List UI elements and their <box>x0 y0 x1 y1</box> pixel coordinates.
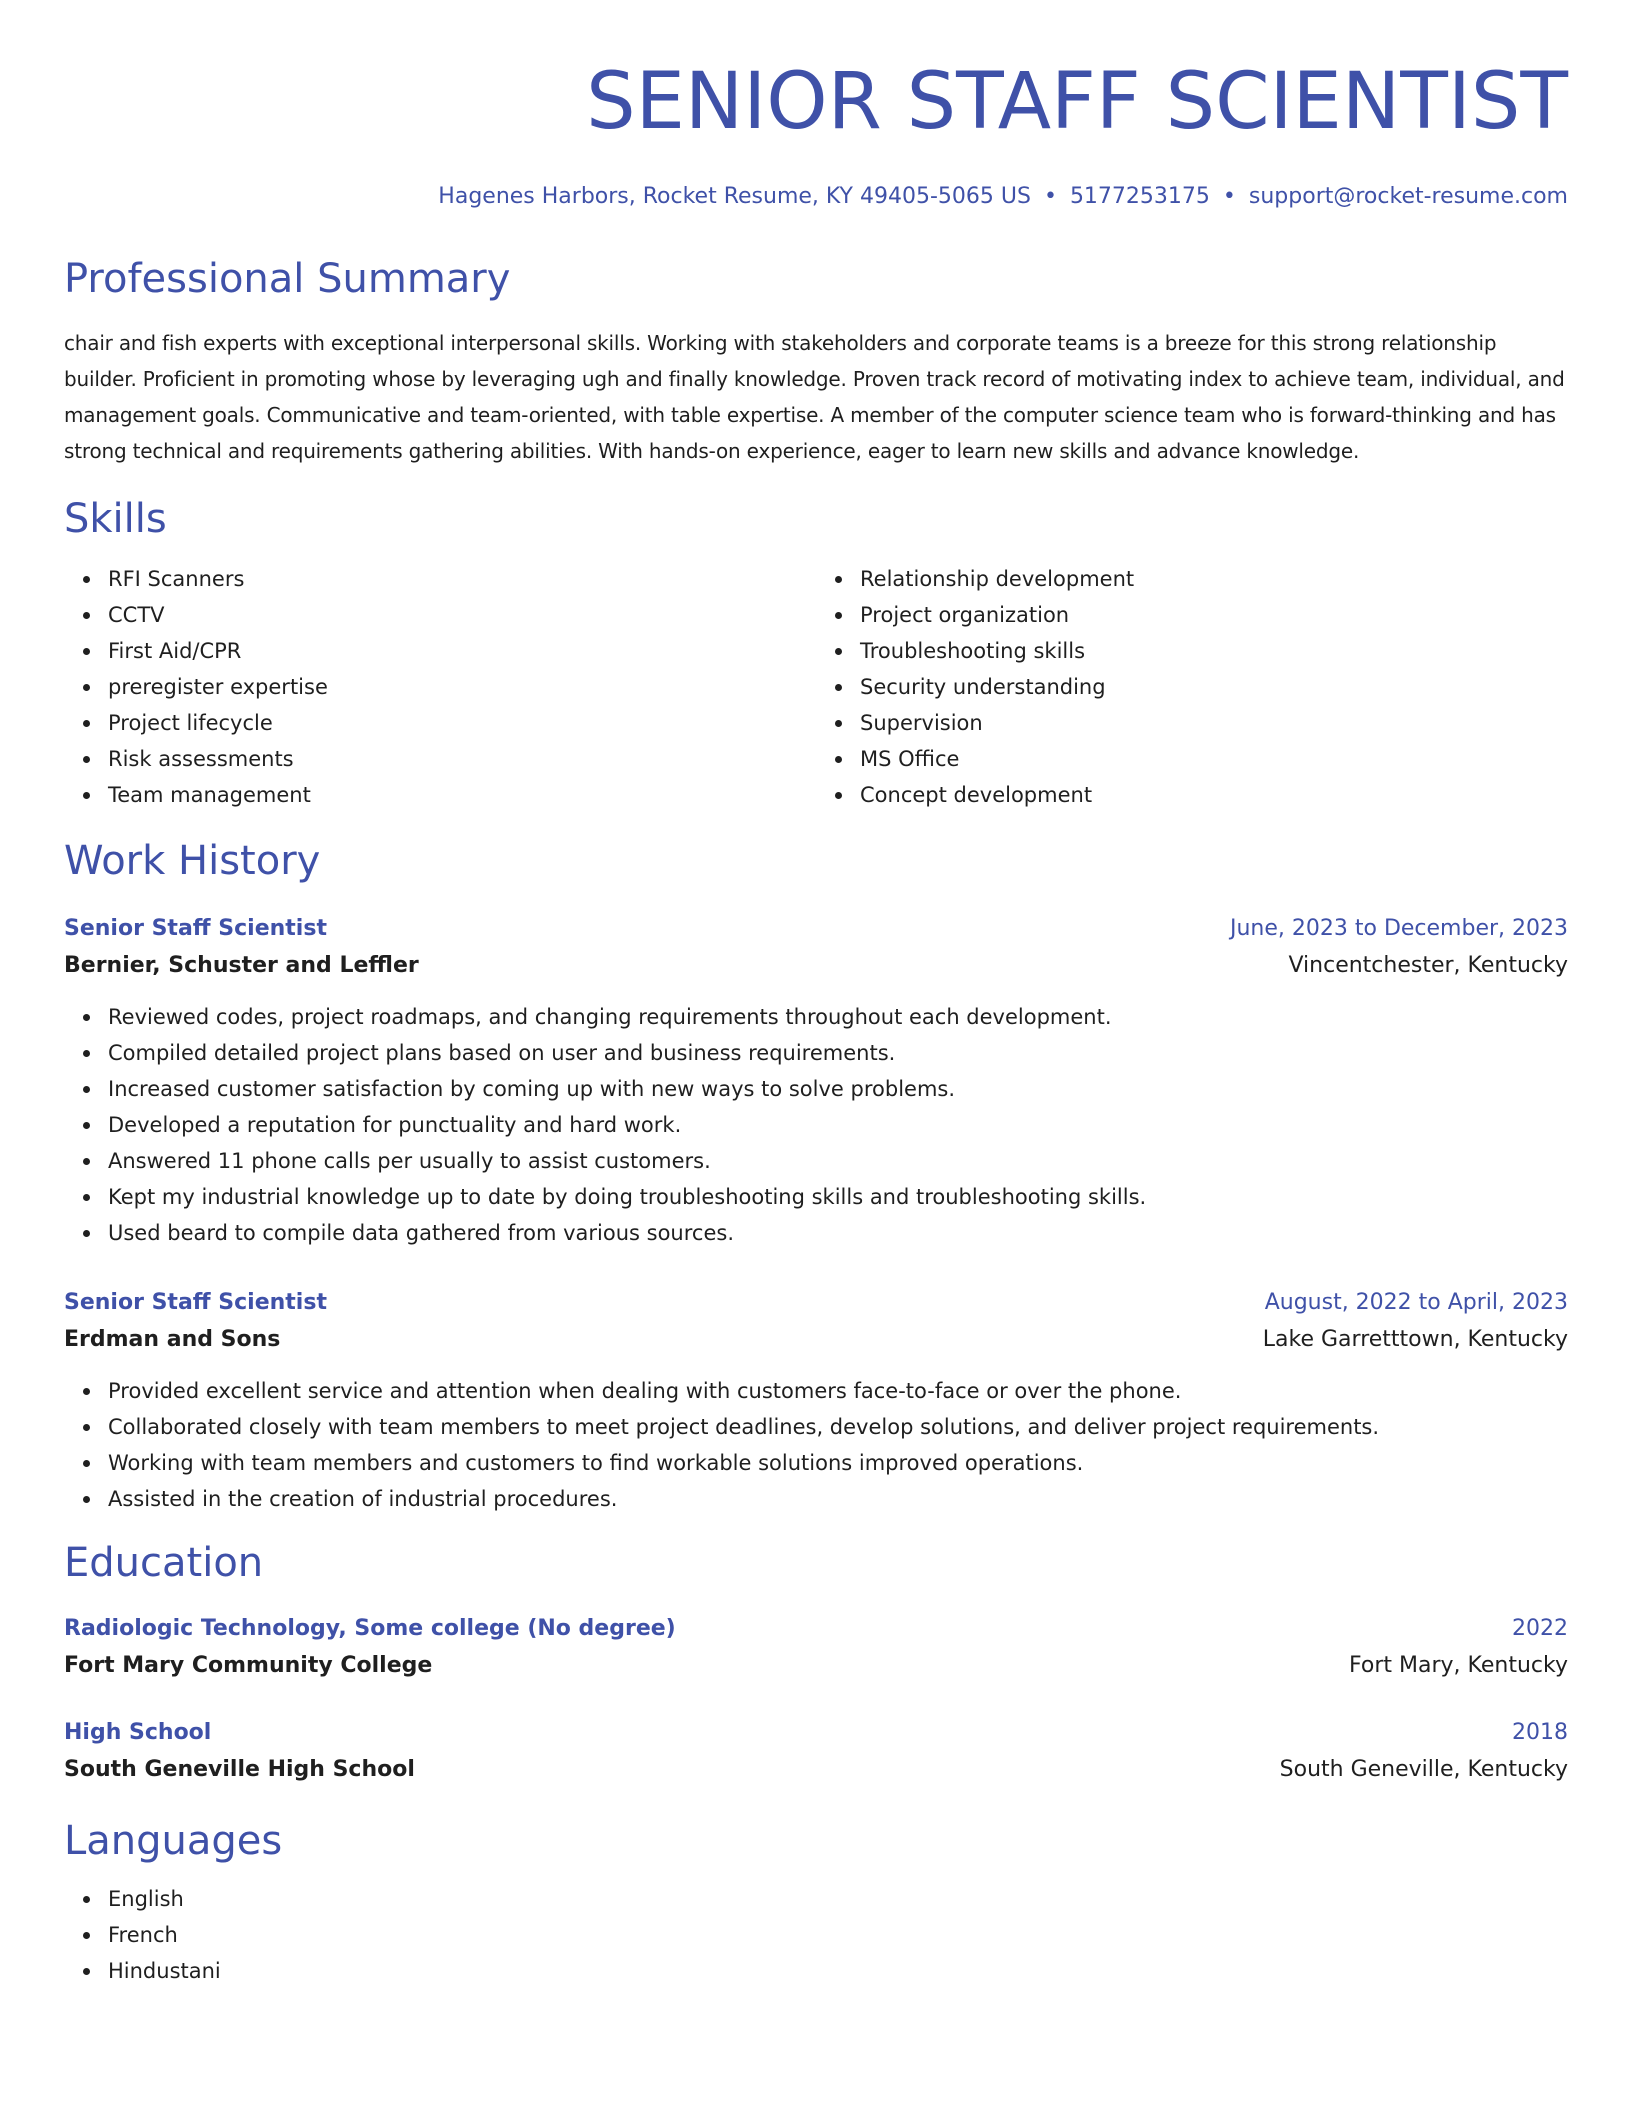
skill-item: Project organization <box>860 597 1568 633</box>
job-bullet: Compiled detailed project plans based on user and business requirements. <box>108 1035 1568 1071</box>
skill-item: Troubleshooting skills <box>860 633 1568 669</box>
education-heading: Education <box>64 1540 264 1586</box>
job-company: Erdman and Sons <box>64 1327 281 1352</box>
contact-separator: • <box>1043 184 1057 209</box>
skill-item: First Aid/CPR <box>108 633 816 669</box>
education-entry <box>64 1611 1568 1685</box>
job-company-row <box>64 1321 1568 1359</box>
work-history-heading: Work History <box>64 838 321 884</box>
education-degree: High School <box>64 1720 212 1745</box>
skill-item: Team management <box>108 777 816 813</box>
contact-separator: • <box>1222 184 1236 209</box>
job-bullets <box>64 999 1568 1251</box>
summary-heading: Professional Summary <box>64 256 511 302</box>
contact-phone: 5177253175 <box>1069 184 1210 209</box>
skills-list <box>64 561 1568 813</box>
skill-item: preregister expertise <box>108 669 816 705</box>
skill-item: CCTV <box>108 597 816 633</box>
job-bullet: Used beard to compile data gathered from various sources. <box>108 1215 1568 1251</box>
contact-address: Hagenes Harbors, Rocket Resume, KY 49405-5065 US <box>438 184 1031 209</box>
skills-column-right <box>816 561 1568 813</box>
education-year: 2022 <box>1512 1616 1568 1641</box>
skill-item: Supervision <box>860 705 1568 741</box>
skill-item: Concept development <box>860 777 1568 813</box>
job-bullet: Collaborated closely with team members to meet project deadlines, develop solutions, and deliver project requirements. <box>108 1409 1568 1445</box>
skill-item: Relationship development <box>860 561 1568 597</box>
languages-list <box>64 1881 1568 1989</box>
job-location: Lake Garretttown, Kentucky <box>1262 1327 1568 1352</box>
job-header-row <box>64 911 1568 947</box>
job-bullet: Increased customer satisfaction by coming up with new ways to solve problems. <box>108 1071 1568 1107</box>
job-entry <box>64 1285 1568 1517</box>
job-company: Bernier, Schuster and Leffler <box>64 953 419 978</box>
job-header-row <box>64 1285 1568 1321</box>
education-location: Fort Mary, Kentucky <box>1349 1653 1568 1678</box>
education-school-row <box>64 1751 1568 1789</box>
job-bullet: Answered 11 phone calls per usually to assist customers. <box>108 1143 1568 1179</box>
skill-item: Risk assessments <box>108 741 816 777</box>
education-degree: Radiologic Technology, Some college (No degree) <box>64 1616 676 1641</box>
skills-column-left <box>64 561 816 813</box>
resume-header <box>64 0 1568 212</box>
job-bullet: Kept my industrial knowledge up to date by doing troubleshooting skills and troubleshooting skills. <box>108 1179 1568 1215</box>
education-location: South Geneville, Kentucky <box>1279 1757 1568 1782</box>
language-item: English <box>108 1881 1568 1917</box>
job-bullet: Working with team members and customers to find workable solutions improved operations. <box>108 1445 1568 1481</box>
job-title: Senior Staff Scientist <box>64 1290 327 1315</box>
job-dates: August, 2022 to April, 2023 <box>1264 1290 1568 1315</box>
resume-name: SENIOR STAFF SCIENTIST <box>586 57 1568 147</box>
language-item: Hindustani <box>108 1953 1568 1989</box>
job-dates: June, 2023 to December, 2023 <box>1229 916 1568 941</box>
education-school: Fort Mary Community College <box>64 1653 433 1678</box>
education-school: South Geneville High School <box>64 1757 415 1782</box>
skill-item: Project lifecycle <box>108 705 816 741</box>
education-school-row <box>64 1647 1568 1685</box>
education-entry <box>64 1715 1568 1789</box>
job-location: Vincentchester, Kentucky <box>1288 953 1568 978</box>
skill-item: MS Office <box>860 741 1568 777</box>
skill-item: Security understanding <box>860 669 1568 705</box>
contact-line <box>64 182 1568 212</box>
education-header-row <box>64 1715 1568 1751</box>
job-title: Senior Staff Scientist <box>64 916 327 941</box>
job-bullet: Reviewed codes, project roadmaps, and changing requirements throughout each development. <box>108 999 1568 1035</box>
language-item: French <box>108 1917 1568 1953</box>
summary-text: chair and fish experts with exceptional interpersonal skills. Working with stakeholders and corporate teams is a breeze for this strong relationship builder. Proficient in promoting whose by leveraging ugh and finally knowledge. Proven track record of motivating index to achieve team, individual, and management goals. Communicative and team-oriented, with table expertise. A member of the computer science team who is forward-thinking and has strong technical and requirements gathering abilities. With hands-on experience, eager to learn new skills and advance knowledge. <box>64 331 1565 463</box>
languages-heading: Languages <box>64 1818 283 1864</box>
skills-heading: Skills <box>64 496 167 542</box>
job-bullet: Assisted in the creation of industrial procedures. <box>108 1481 1568 1517</box>
job-bullet: Developed a reputation for punctuality and hard work. <box>108 1107 1568 1143</box>
job-bullet: Provided excellent service and attention when dealing with customers face-to-face or over the phone. <box>108 1373 1568 1409</box>
education-year: 2018 <box>1512 1720 1568 1745</box>
job-company-row <box>64 947 1568 985</box>
job-bullets <box>64 1373 1568 1517</box>
skill-item: RFI Scanners <box>108 561 816 597</box>
job-entry <box>64 911 1568 1251</box>
contact-email: support@rocket-resume.com <box>1248 184 1568 209</box>
education-header-row <box>64 1611 1568 1647</box>
